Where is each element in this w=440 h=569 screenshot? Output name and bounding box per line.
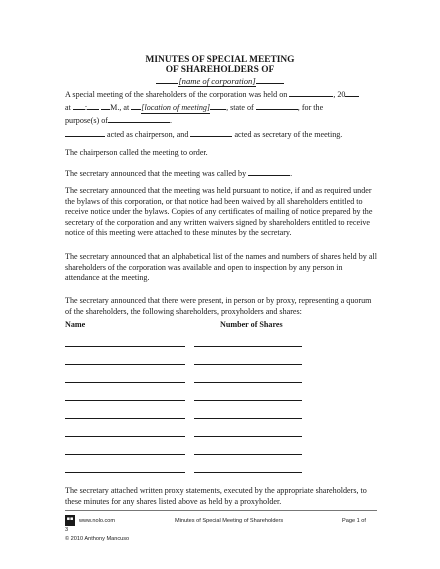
call-to-order-paragraph: The chairperson called the meeting to order. — [65, 148, 208, 157]
ampm-blank — [101, 101, 110, 110]
footer-page-label: Page 1 of — [342, 518, 366, 524]
shares-line — [194, 472, 302, 473]
document-subtitle: OF SHAREHOLDERS OF — [165, 65, 275, 75]
paragraph-text: , 20 — [333, 90, 346, 99]
shares-line — [194, 454, 302, 455]
secretary-blank — [190, 128, 232, 137]
blank-line — [131, 101, 141, 110]
chairperson-blank — [65, 128, 105, 137]
meeting-details-paragraph: A special meeting of the shareholders of the corporation was held on , 20 at : M., at [location of meeting] , state of , for the purpose(s) of . — [65, 88, 377, 127]
paragraph-text: : — [84, 102, 88, 112]
shares-line — [194, 382, 302, 383]
corporation-name-line — [0, 75, 440, 87]
shareholder-name-line — [65, 454, 185, 455]
paragraph-text: The secretary announced that the meeting was called by — [65, 169, 247, 178]
paragraph-text: acted as secretary of the meeting. — [234, 130, 343, 139]
shareholder-name-line — [65, 346, 185, 347]
state-blank — [256, 101, 298, 110]
shares-line — [194, 364, 302, 365]
corporation-name-placeholder: [name of corporation] — [178, 76, 256, 86]
shareholder-name-line — [65, 364, 185, 365]
blank-line — [156, 75, 178, 84]
location-placeholder: [location of meeting] — [141, 103, 210, 115]
minute-blank — [84, 101, 99, 112]
footer-copyright: © 2010 Anthony Mancuso — [65, 536, 130, 542]
purpose-blank — [108, 114, 170, 123]
shares-line — [194, 346, 302, 347]
shareholder-name-line — [65, 472, 185, 473]
officers-paragraph — [65, 128, 377, 141]
shares-column-header: Number of Shares — [220, 320, 283, 329]
shareholder-name-line — [65, 418, 185, 419]
date-blank — [289, 88, 333, 97]
footer-page-total: 3 — [65, 527, 69, 533]
document-title: MINUTES OF SPECIAL MEETING — [145, 55, 295, 65]
shares-line — [194, 400, 302, 401]
paragraph-text: purpose(s) of — [65, 116, 108, 126]
footer-divider — [65, 510, 377, 511]
paragraph-text: acted as chairperson, and — [107, 130, 189, 139]
paragraph-text: , state of — [226, 102, 254, 112]
paragraph-text: A special meeting of the shareholders of the corporation was held on — [65, 90, 288, 99]
shareholder-name-line — [65, 436, 185, 437]
blank-line — [256, 75, 284, 84]
hour-blank — [73, 101, 88, 112]
footer-document-title: Minutes of Special Meeting of Shareholders — [175, 518, 284, 524]
footer-website: www.nolo.com — [79, 518, 116, 524]
nolo-logo-icon: ▪▪ — [65, 515, 75, 526]
quorum-paragraph: The secretary announced that there were present, in person or by proxy, representing a quorum of the shareholders, the following shareholders, proxyholders and shares: — [65, 296, 372, 316]
called-by-paragraph: The secretary announced that the meeting was called by . — [65, 169, 293, 178]
shareholder-name-line — [65, 382, 185, 383]
paragraph-text: M., at — [110, 102, 130, 112]
name-column-header: Name — [65, 320, 86, 329]
blank-line — [210, 101, 226, 110]
shares-line — [194, 418, 302, 419]
called-by-blank — [248, 167, 290, 176]
notice-paragraph: The secretary announced that the meeting was held pursuant to notice, if and as required under the bylaws of this corporation, or that notice had been waived by all shareholders entitled to receive notice under the bylaws. Copies of any certificates of mailing of notice prepared by the secretary of the corporation and any written waivers signed by shareholders entitled to receive notice of this meeting were attached to these minutes by the secretary. — [65, 186, 373, 238]
shareholder-list-paragraph: The secretary announced that an alphabetical list of the names and numbers of shares held by all shareholders of the corporation was available and open to inspection by any person in attendance at the meeting. — [65, 252, 377, 283]
paragraph-text: , for the — [297, 102, 324, 112]
paragraph-text: at — [65, 102, 71, 112]
proxy-statements-paragraph: The secretary attached written proxy statements, executed by the appropriate shareholders, to these minutes for any shares listed above as held by a proxyholder. — [65, 486, 367, 506]
shares-line — [194, 436, 302, 437]
year-blank — [345, 88, 359, 97]
shareholder-name-line — [65, 400, 185, 401]
